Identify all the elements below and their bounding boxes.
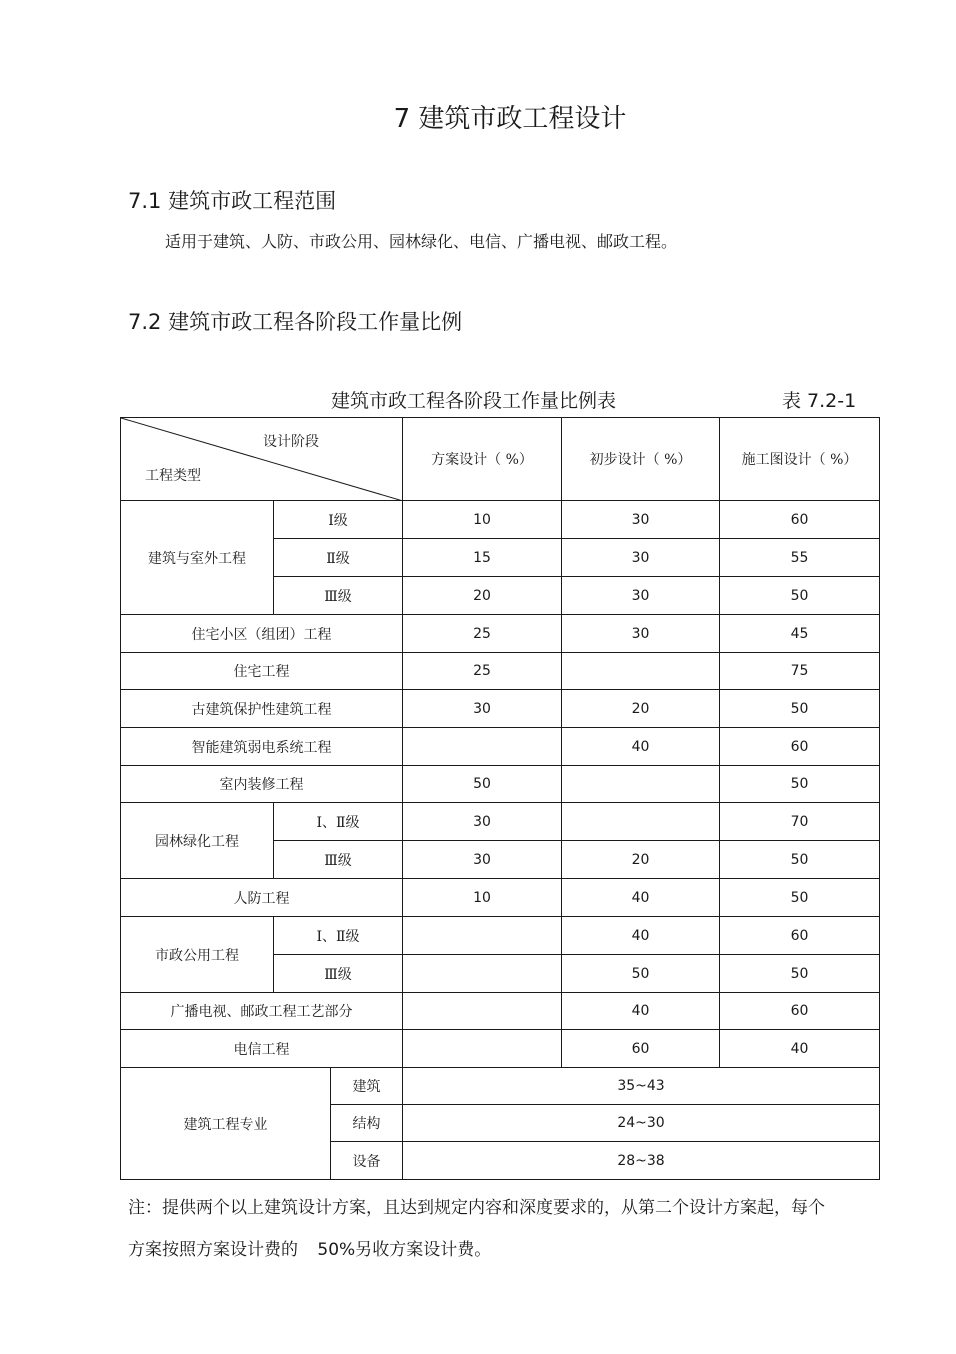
prelim-value: 30: [562, 615, 720, 653]
scheme-value: [403, 993, 562, 1030]
prelim-value: 40: [562, 879, 720, 917]
discipline-range: 28~38: [403, 1142, 880, 1180]
discipline-cell: 结构: [331, 1105, 403, 1142]
diagonal-header-cell: [121, 418, 403, 501]
prelim-value: 20: [562, 690, 720, 728]
table-caption: 建筑市政工程各阶段工作量比例表: [331, 390, 617, 412]
scheme-value: 30: [403, 841, 562, 879]
construction-value: 45: [720, 615, 880, 653]
prelim-value: 40: [562, 917, 720, 955]
table-row: [121, 501, 880, 539]
project-type-cell: 古建筑保护性建筑工程: [121, 690, 403, 728]
header-construction-drawing: 施工图设计（ %）: [720, 418, 880, 501]
construction-value: 75: [720, 653, 880, 690]
group-architecture-specialty: 建筑工程专业: [121, 1068, 331, 1180]
grade-cell: Ⅰ、Ⅱ级: [274, 917, 403, 955]
construction-value: 55: [720, 539, 880, 577]
construction-value: 60: [720, 728, 880, 766]
discipline-cell: 设备: [331, 1142, 403, 1180]
scheme-value: [403, 917, 562, 955]
scheme-value: 10: [403, 879, 562, 917]
prelim-value: 30: [562, 501, 720, 539]
prelim-value: 40: [562, 993, 720, 1030]
scheme-value: [403, 1030, 562, 1068]
discipline-range: 35~43: [403, 1068, 880, 1105]
construction-value: 70: [720, 803, 880, 841]
table-row: [121, 728, 880, 766]
construction-value: 50: [720, 879, 880, 917]
prelim-value: 50: [562, 955, 720, 993]
prelim-value: 40: [562, 728, 720, 766]
note-line-2: [128, 1235, 491, 1260]
scheme-value: [403, 955, 562, 993]
header-project-type: 工程类型: [145, 468, 201, 484]
note-line-2-prefix: 方案按照方案设计费的: [128, 1240, 298, 1260]
construction-value: 50: [720, 955, 880, 993]
chapter-title: 7 建筑市政工程设计: [393, 104, 627, 134]
construction-value: 60: [720, 917, 880, 955]
prelim-value: 60: [562, 1030, 720, 1068]
construction-value: 50: [720, 690, 880, 728]
project-type-cell: 住宅小区（组团）工程: [121, 615, 403, 653]
project-type-cell: 广播电视、邮政工程工艺部分: [121, 993, 403, 1030]
header-preliminary-design: 初步设计（ %）: [562, 418, 720, 501]
construction-value: 50: [720, 841, 880, 879]
construction-value: 50: [720, 577, 880, 615]
grade-cell: Ⅲ级: [274, 577, 403, 615]
table-row: [121, 917, 880, 955]
table-row: [121, 690, 880, 728]
table-header-row: [121, 418, 880, 501]
construction-value: 60: [720, 993, 880, 1030]
section-7-1-body: 适用于建筑、人防、市政公用、园林绿化、电信、广播电视、邮政工程。: [165, 232, 678, 251]
table-number: 表 7.2-1: [782, 390, 857, 412]
construction-value: 50: [720, 766, 880, 803]
construction-value: 60: [720, 501, 880, 539]
project-type-cell: 电信工程: [121, 1030, 403, 1068]
project-type-cell: 室内装修工程: [121, 766, 403, 803]
diagonal-line: [121, 418, 403, 501]
prelim-value: [562, 653, 720, 690]
scheme-value: 30: [403, 690, 562, 728]
section-heading-7-2: 7.2 建筑市政工程各阶段工作量比例: [128, 310, 463, 334]
prelim-value: 30: [562, 539, 720, 577]
table-row: [121, 879, 880, 917]
project-type-cell: 住宅工程: [121, 653, 403, 690]
scheme-value: 15: [403, 539, 562, 577]
table-row: [121, 615, 880, 653]
note-line-2-suffix: 另收方案设计费。: [355, 1240, 492, 1260]
grade-cell: Ⅰ、Ⅱ级: [274, 803, 403, 841]
prelim-value: 20: [562, 841, 720, 879]
prelim-value: 30: [562, 577, 720, 615]
table-row: [121, 653, 880, 690]
scheme-value: 25: [403, 615, 562, 653]
grade-cell: Ⅱ级: [274, 539, 403, 577]
table-row: [121, 1068, 880, 1105]
grade-cell: Ⅲ级: [274, 841, 403, 879]
scheme-value: [403, 728, 562, 766]
note-line-1: 注：提供两个以上建筑设计方案，且达到规定内容和深度要求的，从第二个设计方案起，每个: [128, 1198, 825, 1218]
scheme-value: 25: [403, 653, 562, 690]
project-type-cell: 人防工程: [121, 879, 403, 917]
discipline-cell: 建筑: [331, 1068, 403, 1105]
work-ratio-table: [120, 417, 880, 1180]
group-building-exterior: 建筑与室外工程: [121, 501, 274, 615]
header-scheme-design: 方案设计（ %）: [403, 418, 562, 501]
header-design-stage: 设计阶段: [263, 434, 319, 450]
group-municipal: 市政公用工程: [121, 917, 274, 993]
group-landscape: 园林绿化工程: [121, 803, 274, 879]
note-percentage: 50%: [317, 1240, 356, 1260]
scheme-value: 30: [403, 803, 562, 841]
prelim-value: [562, 803, 720, 841]
construction-value: 40: [720, 1030, 880, 1068]
scheme-value: 50: [403, 766, 562, 803]
table-row: [121, 993, 880, 1030]
prelim-value: [562, 766, 720, 803]
table-row: [121, 803, 880, 841]
discipline-range: 24~30: [403, 1105, 880, 1142]
project-type-cell: 智能建筑弱电系统工程: [121, 728, 403, 766]
table-row: [121, 1030, 880, 1068]
scheme-value: 20: [403, 577, 562, 615]
section-heading-7-1: 7.1 建筑市政工程范围: [128, 189, 337, 213]
table-row: [121, 766, 880, 803]
grade-cell: Ⅰ级: [274, 501, 403, 539]
grade-cell: Ⅲ级: [274, 955, 403, 993]
scheme-value: 10: [403, 501, 562, 539]
